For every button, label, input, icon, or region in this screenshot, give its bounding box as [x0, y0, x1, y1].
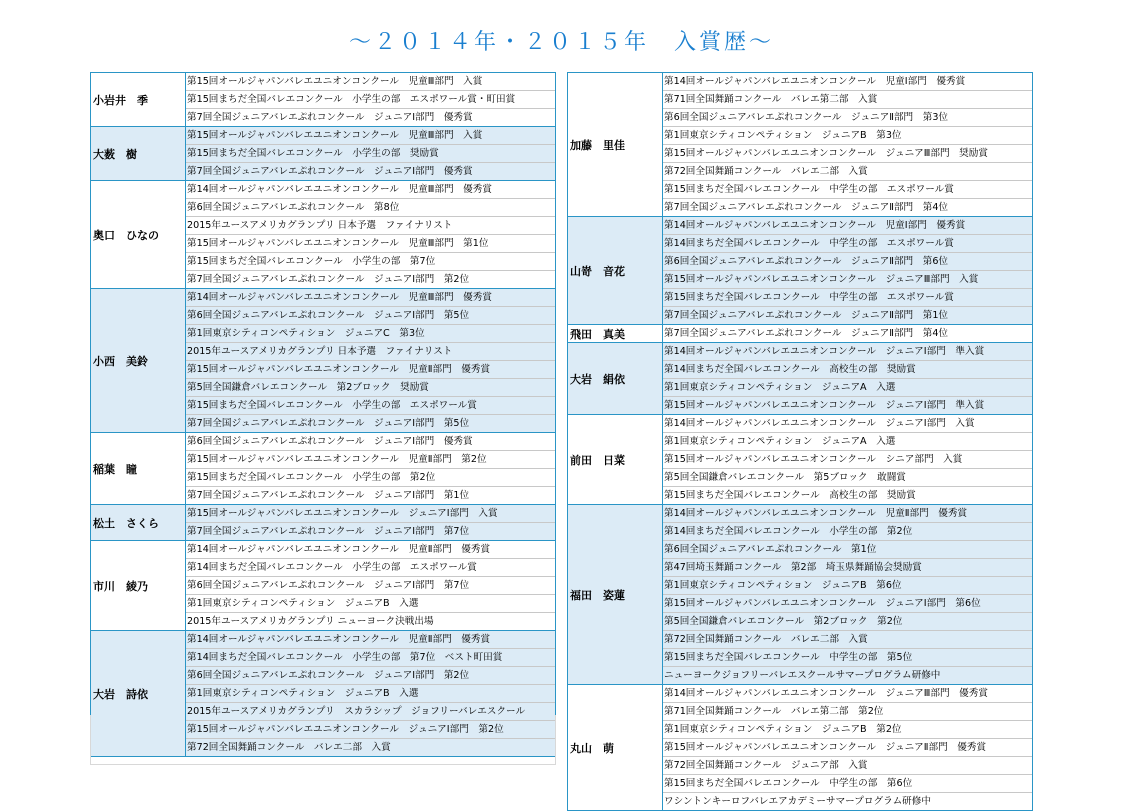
award-entry: 第15回まちだ全国バレエコンクール 中学生の部 第6位 — [663, 775, 1032, 793]
award-entry: 第1回東京シティコンペティション ジュニアB 第6位 — [663, 577, 1032, 595]
award-entry: 第1回東京シティコンペティション ジュニアB 第3位 — [663, 127, 1032, 145]
award-entry: 第7回全国ジュニアバレエぷれコンクール ジュニアⅡ部門 第1位 — [664, 310, 949, 321]
award-entry: 第14回オールジャパンバレエユニオンコンクール 児童Ⅲ部門 優秀賞 — [186, 289, 555, 307]
award-entry: 第5回全国鎌倉バレエコンクール 第2ブロック 奨励賞 — [186, 379, 555, 397]
award-entry: 第15回オールジャパンバレエユニオンコンクール ジュニアⅠ部門 入賞 — [186, 505, 555, 523]
dancer-record — [90, 181, 556, 289]
dancer-record — [567, 343, 1033, 415]
dancer-name: 小西 美鈴 — [91, 289, 186, 432]
award-list — [186, 181, 555, 288]
award-entry: ニューヨークジョフリーバレエスクールサマープログラム研修中 — [664, 670, 941, 681]
dancer-record — [90, 289, 556, 433]
award-entry: 第7回全国ジュニアバレエぷれコンクール ジュニアⅠ部門 第7位 — [187, 526, 470, 537]
dancer-name: 大薮 樹 — [91, 127, 186, 180]
award-entry: ワシントンキーロフバレエアカデミーサマープログラム研修中 — [664, 796, 931, 807]
award-entry: 第7回全国ジュニアバレエぷれコンクール ジュニアⅡ部門 第4位 — [664, 202, 949, 213]
award-entry: 第14回オールジャパンバレエユニオンコンクール 児童Ⅱ部門 優秀賞 — [186, 541, 555, 559]
award-entry: 第15回オールジャパンバレエユニオンコンクール ジュニアⅢ部門 入賞 — [663, 271, 1032, 289]
award-list — [186, 127, 555, 180]
dancer-name: 山嵜 音花 — [568, 217, 663, 324]
award-list — [663, 415, 1032, 504]
award-entry: 第14回オールジャパンバレエユニオンコンクール ジュニアⅢ部門 優秀賞 — [663, 685, 1032, 703]
award-entry: 第7回全国ジュニアバレエぷれコンクール ジュニアⅡ部門 第4位 — [664, 328, 949, 339]
dancer-name: 前田 日菜 — [568, 415, 663, 504]
award-entry: 第72回全国舞踊コンクール バレエ二部 入賞 — [187, 742, 391, 753]
dancer-name: 市川 綾乃 — [91, 541, 186, 630]
award-entry: 第14回まちだ全国バレエコンクール 小学生の部 第2位 — [663, 523, 1032, 541]
award-entry: 2015年ユースアメリカグランプリ 日本予選 ファイナリスト — [186, 217, 555, 235]
left-column — [90, 72, 556, 757]
dancer-record — [90, 127, 556, 181]
award-entry: 第15回まちだ全国バレエコンクール 高校生の部 奨励賞 — [664, 490, 916, 501]
dancer-record — [567, 505, 1033, 685]
award-entry: 第14回まちだ全国バレエコンクール 小学生の部 第7位 ベスト町田賞 — [186, 649, 555, 667]
award-entry: 第1回東京シティコンペティション ジュニアB 入選 — [186, 595, 555, 613]
award-entry: 第1回東京シティコンペティション ジュニアB 入選 — [186, 685, 555, 703]
award-entry: 第7回全国ジュニアバレエぷれコンクール ジュニアⅠ部門 優秀賞 — [187, 166, 473, 177]
dancer-record — [567, 325, 1033, 343]
award-entry: 第15回オールジャパンバレエユニオンコンクール 児童Ⅲ部門 入賞 — [186, 127, 555, 145]
award-entry: 第72回全国舞踊コンクール ジュニア部 入賞 — [663, 757, 1032, 775]
award-entry: 第15回まちだ全国バレエコンクール 中学生の部 エスポワール賞 — [663, 181, 1032, 199]
dancer-name: 大岩 絹依 — [568, 343, 663, 414]
award-entry: 第7回全国ジュニアバレエぷれコンクール ジュニアⅠ部門 優秀賞 — [187, 112, 473, 123]
award-entry: 第15回オールジャパンバレエユニオンコンクール ジュニアⅠ部門 第6位 — [663, 595, 1032, 613]
dancer-name: 松土 さくら — [91, 505, 186, 540]
award-entry: 第15回オールジャパンバレエユニオンコンクール ジュニアⅡ部門 優秀賞 — [663, 739, 1032, 757]
award-entry: 第15回オールジャパンバレエユニオンコンクール 児童Ⅱ部門 第2位 — [186, 451, 555, 469]
dancer-record — [90, 72, 556, 127]
award-entry: 第71回全国舞踊コンクール バレエ第二部 第2位 — [663, 703, 1032, 721]
award-entry: 第72回全国舞踊コンクール バレエ二部 入賞 — [663, 163, 1032, 181]
award-entry: 第14回オールジャパンバレエユニオンコンクール ジュニアⅠ部門 入賞 — [663, 415, 1032, 433]
award-list — [663, 217, 1032, 324]
dancer-name: 小岩井 季 — [91, 73, 186, 126]
award-entry: 第15回まちだ全国バレエコンクール 小学生の部 第2位 — [186, 469, 555, 487]
award-entry: 第14回オールジャパンバレエユニオンコンクール 児童Ⅱ部門 優秀賞 — [663, 505, 1032, 523]
award-entry: 第14回オールジャパンバレエユニオンコンクール 児童Ⅲ部門 優秀賞 — [186, 181, 555, 199]
award-entry: 第15回オールジャパンバレエユニオンコンクール ジュニアⅢ部門 奨励賞 — [663, 145, 1032, 163]
empty-table-area — [90, 715, 556, 765]
award-entry: 第5回全国鎌倉バレエコンクール 第2ブロック 第2位 — [663, 613, 1032, 631]
award-entry: 第14回オールジャパンバレエユニオンコンクール 児童Ⅱ部門 優秀賞 — [186, 631, 555, 649]
award-list — [663, 325, 1032, 342]
award-entry: 第7回全国ジュニアバレエぷれコンクール ジュニアⅠ部門 第2位 — [187, 274, 470, 285]
award-entry: 第15回オールジャパンバレエユニオンコンクール シニア部門 入賞 — [663, 451, 1032, 469]
dancer-record — [567, 72, 1033, 217]
award-entry: 第15回まちだ全国バレエコンクール 中学生の部 第5位 — [663, 649, 1032, 667]
award-list — [663, 73, 1032, 216]
award-entry: 第14回まちだ全国バレエコンクール 高校生の部 奨励賞 — [663, 361, 1032, 379]
award-entry: 第6回全国ジュニアバレエぷれコンクール ジュニアⅠ部門 第2位 — [186, 667, 555, 685]
award-entry: 第15回オールジャパンバレエユニオンコンクール ジュニアⅠ部門 準入賞 — [664, 400, 985, 411]
award-entry: 第15回オールジャパンバレエユニオンコンクール 児童Ⅲ部門 第1位 — [186, 235, 555, 253]
award-entry: 第14回まちだ全国バレエコンクール 小学生の部 エスポワール賞 — [186, 559, 555, 577]
award-entry: 第15回まちだ全国バレエコンクール 小学生の部 エスポワール賞 — [186, 397, 555, 415]
award-entry: 第14回オールジャパンバレエユニオンコンクール ジュニアⅠ部門 準入賞 — [663, 343, 1032, 361]
right-column — [567, 72, 1033, 811]
award-entry: 第1回東京シティコンペティション ジュニアC 第3位 — [186, 325, 555, 343]
award-entry: 第15回まちだ全国バレエコンクール 小学生の部 エスポワール賞・町田賞 — [186, 91, 555, 109]
award-list — [186, 73, 555, 126]
award-entry: 第6回全国ジュニアバレエぷれコンクール ジュニアⅠ部門 第7位 — [186, 577, 555, 595]
award-entry: 第6回全国ジュニアバレエぷれコンクール ジュニアⅡ部門 第6位 — [663, 253, 1032, 271]
dancer-name: 大岩 詩依 — [91, 631, 186, 756]
dancer-record — [90, 541, 556, 631]
award-entry: 第14回まちだ全国バレエコンクール 中学生の部 エスポワール賞 — [663, 235, 1032, 253]
dancer-name: 丸山 萌 — [568, 685, 663, 810]
award-entry: 第15回まちだ全国バレエコンクール 中学生の部 エスポワール賞 — [663, 289, 1032, 307]
dancer-record — [567, 217, 1033, 325]
award-entry: 2015年ユースアメリカグランプリ スカラシップ ジョフリーバレエスクール — [186, 703, 555, 721]
award-entry: 第1回東京シティコンペティション ジュニアA 入選 — [663, 379, 1032, 397]
award-entry: 第6回全国ジュニアバレエぷれコンクール ジュニアⅡ部門 第3位 — [663, 109, 1032, 127]
award-entry: 2015年ユースアメリカグランプリ ニューヨーク決戦出場 — [187, 616, 434, 627]
award-entry: 第14回オールジャパンバレエユニオンコンクール 児童Ⅰ部門 優秀賞 — [663, 217, 1032, 235]
award-entry: 第14回オールジャパンバレエユニオンコンクール 児童Ⅰ部門 優秀賞 — [663, 73, 1032, 91]
award-entry: 第15回オールジャパンバレエユニオンコンクール 児童Ⅲ部門 入賞 — [186, 73, 555, 91]
award-entry: 第71回全国舞踊コンクール バレエ第二部 入賞 — [663, 91, 1032, 109]
award-entry: 第1回東京シティコンペティション ジュニアA 入選 — [663, 433, 1032, 451]
award-entry: 第47回埼玉舞踊コンクール 第2部 埼玉県舞踊協会奨励賞 — [663, 559, 1032, 577]
award-list — [663, 343, 1032, 414]
award-entry: 第15回まちだ全国バレエコンクール 小学生の部 第7位 — [186, 253, 555, 271]
award-entry: 第6回全国ジュニアバレエぷれコンクール ジュニアⅠ部門 優秀賞 — [186, 433, 555, 451]
dancer-record — [567, 685, 1033, 811]
dancer-name: 加藤 里佳 — [568, 73, 663, 216]
award-list — [186, 541, 555, 630]
award-entry: 第6回全国ジュニアバレエぷれコンクール 第1位 — [663, 541, 1032, 559]
award-entry: 第7回全国ジュニアバレエぷれコンクール ジュニアⅠ部門 第1位 — [187, 490, 470, 501]
dancer-record — [90, 505, 556, 541]
award-entry: 第6回全国ジュニアバレエぷれコンクール 第8位 — [186, 199, 555, 217]
award-entry: 第1回東京シティコンペティション ジュニアB 第2位 — [663, 721, 1032, 739]
award-entry: 第15回まちだ全国バレエコンクール 小学生の部 奨励賞 — [186, 145, 555, 163]
award-list — [186, 289, 555, 432]
award-entry: 第72回全国舞踊コンクール バレエ二部 入賞 — [663, 631, 1032, 649]
dancer-record — [567, 415, 1033, 505]
award-list — [186, 505, 555, 540]
page-title: ～２０１４年・２０１５年 入賞歴～ — [348, 30, 774, 55]
award-entry: 第6回全国ジュニアバレエぷれコンクール ジュニアⅠ部門 第5位 — [186, 307, 555, 325]
award-entry: 2015年ユースアメリカグランプリ 日本予選 ファイナリスト — [186, 343, 555, 361]
award-list — [663, 505, 1032, 684]
dancer-name: 稲葉 瞳 — [91, 433, 186, 504]
award-entry: 第7回全国ジュニアバレエぷれコンクール ジュニアⅠ部門 第5位 — [187, 418, 470, 429]
dancer-name: 飛田 真美 — [568, 325, 663, 342]
dancer-name: 福田 姿蓮 — [568, 505, 663, 684]
award-entry: 第5回全国鎌倉バレエコンクール 第5ブロック 敢闘賞 — [663, 469, 1032, 487]
award-list — [663, 685, 1032, 810]
award-list — [186, 433, 555, 504]
dancer-name: 奥口 ひなの — [91, 181, 186, 288]
award-entry: 第15回オールジャパンバレエユニオンコンクール ジュニアⅠ部門 第2位 — [186, 721, 555, 739]
dancer-record — [90, 433, 556, 505]
award-entry: 第15回オールジャパンバレエユニオンコンクール 児童Ⅱ部門 優秀賞 — [186, 361, 555, 379]
